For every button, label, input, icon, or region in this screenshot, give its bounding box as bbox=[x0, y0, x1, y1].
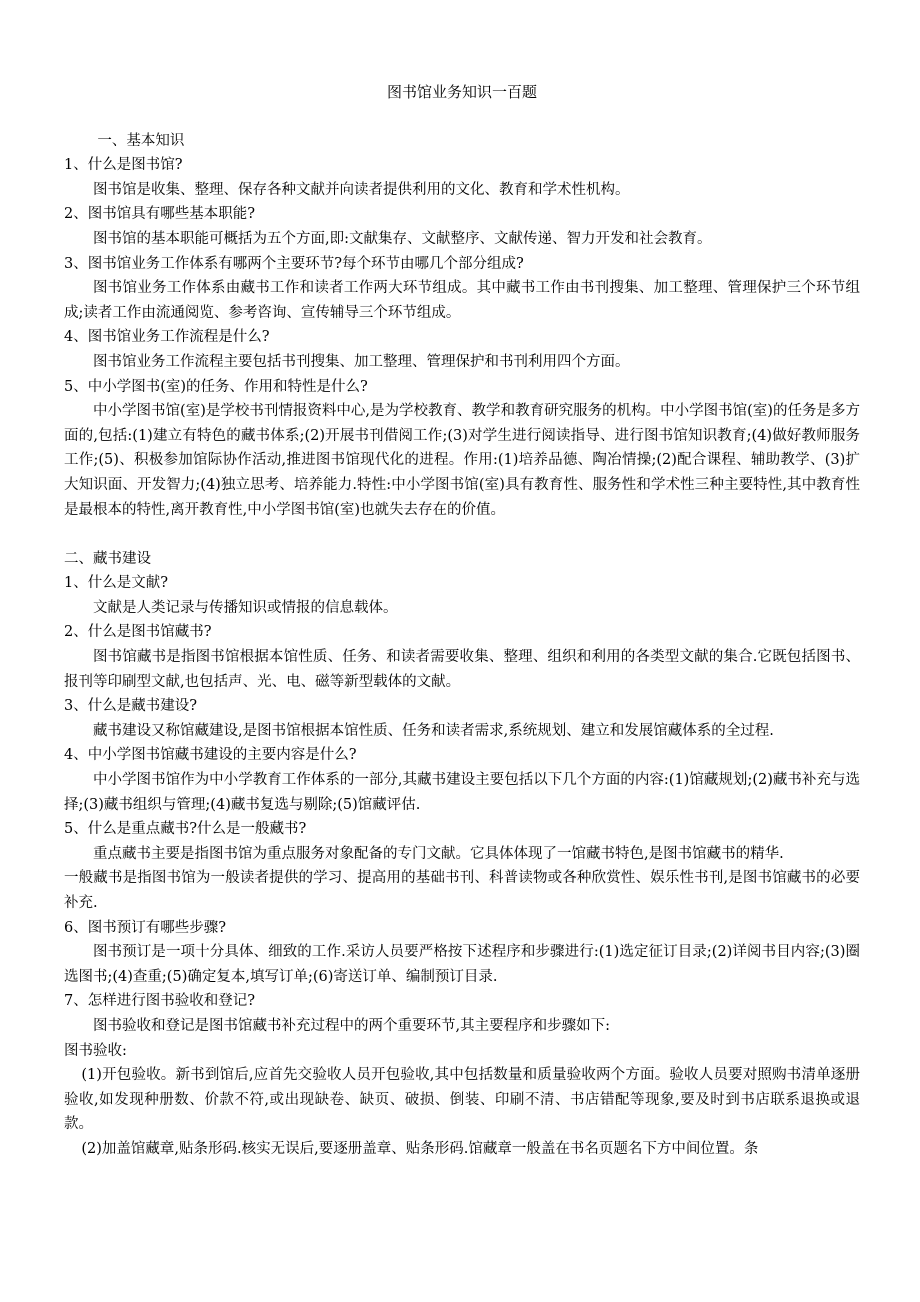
section-gap bbox=[64, 522, 860, 547]
s2-answer-7-item-1: (1)开包验收。新书到馆后,应首先交验收人员开包验收,其中包括数量和质量验收两个方面。验收人员要对照购书清单逐册验收,如发现种册数、价款不符,或出现缺卷、缺页、破损、倒装、印刷不清、书店错配等现象,要及时到书店联系退换或退款。 bbox=[64, 1067, 860, 1133]
answer-4: 图书馆业务工作流程主要包括书刊搜集、加工整理、管理保护和书刊利用四个方面。 bbox=[93, 353, 630, 370]
s2-answer-6: 图书预订是一项十分具体、细致的工作.采访人员要严格按下述程序和步骤进行:(1)选定征订目录;(2)详阅书目内容;(3)圈选图书;(4)查重;(5)确定复本,填写订单;(6)寄送订单、编制预订目录. bbox=[64, 944, 860, 985]
answer-5: 中小学图书馆(室)是学校书刊情报资料中心,是为学校教育、教学和教育研究服务的机构。中小学图书馆(室)的任务是多方面的,包括:(1)建立有特色的藏书体系;(2)开展书刊借阅工作;(3)对学生进行阅读指导、进行图书馆知识教育;(4)做好教师服务工作;(5)、积极参加馆际协作活动,推进图书馆现代化的进程。作用:(1)培养品德、陶冶情操;(2)配合课程、辅助教学、(3)扩大知识面、开发智力;(4)独立思考、培养能力.特性:中小学图书馆(室)具有教育性、服务性和学术性三种主要特性,其中教育性是最根本的特性,离开教育性,中小学图书馆(室)也就失去存在的价值。 bbox=[64, 403, 860, 518]
section-heading-collection: 二、藏书建设 bbox=[64, 550, 151, 567]
s2-answer-7-heading: 图书验收: bbox=[64, 1042, 127, 1059]
s2-question-1: 1、什么是文献? bbox=[64, 575, 168, 592]
answer-3: 图书馆业务工作体系由藏书工作和读者工作两大环节组成。其中藏书工作由书刊搜集、加工整理、管理保护三个环节组成;读者工作由流通阅览、参考咨询、宣传辅导三个环节组成。 bbox=[64, 280, 860, 321]
s2-answer-7-item-2: (2)加盖馆藏章,贴条形码.核实无误后,要逐册盖章、贴条形码.馆藏章一般盖在书名页题名下方中间位置。条 bbox=[81, 1140, 759, 1157]
question-5: 5、中小学图书(室)的任务、作用和特性是什么? bbox=[64, 378, 368, 395]
answer-2: 图书馆的基本职能可概括为五个方面,即:文献集存、文献整序、文献传递、智力开发和社会教育。 bbox=[93, 230, 712, 247]
s2-answer-2: 图书馆藏书是指图书馆根据本馆性质、任务、和读者需要收集、整理、组织和利用的各类型文献的集合.它既包括图书、报刊等印刷型文献,也包括声、光、电、磁等新型载体的文献。 bbox=[64, 649, 860, 690]
s2-question-5: 5、什么是重点藏书?什么是一般藏书? bbox=[64, 821, 307, 838]
section-heading-basic: 一、基本知识 bbox=[97, 132, 185, 149]
s2-question-2: 2、什么是图书馆藏书? bbox=[64, 624, 212, 641]
s2-question-6: 6、图书预订有哪些步骤? bbox=[64, 919, 226, 936]
question-2: 2、图书馆具有哪些基本职能? bbox=[64, 206, 255, 223]
s2-answer-5a: 重点藏书主要是指图书馆为重点服务对象配备的专门文献。它具体体现了一馆藏书特色,是图书馆藏书的精华. bbox=[93, 845, 784, 862]
s2-answer-3: 藏书建设又称馆藏建设,是图书馆根据本馆性质、任务和读者需求,系统规划、建立和发展馆藏体系的全过程. bbox=[93, 722, 774, 739]
question-1: 1、什么是图书馆? bbox=[64, 157, 183, 174]
s2-answer-7: 图书验收和登记是图书馆藏书补充过程中的两个重要环节,其主要程序和步骤如下: bbox=[93, 1017, 610, 1034]
s2-question-3: 3、什么是藏书建设? bbox=[64, 698, 197, 715]
s2-answer-1: 文献是人类记录与传播知识或情报的信息载体。 bbox=[93, 599, 398, 616]
question-3: 3、图书馆业务工作体系有哪两个主要环节?每个环节由哪几个部分组成? bbox=[64, 255, 524, 272]
answer-1: 图书馆是收集、整理、保存各种文献并向读者提供利用的文化、教育和学术性机构。 bbox=[93, 181, 630, 198]
s2-question-4: 4、中小学图书馆藏书建设的主要内容是什么? bbox=[64, 747, 357, 764]
question-4: 4、图书馆业务工作流程是什么? bbox=[64, 329, 270, 346]
s2-answer-4: 中小学图书馆作为中小学教育工作体系的一部分,其藏书建设主要包括以下几个方面的内容:(1)馆藏规划;(2)藏书补充与选择;(3)藏书组织与管理;(4)藏书复选与剔除;(5)馆藏评估. bbox=[64, 772, 860, 813]
s2-answer-5b: 一般藏书是指图书馆为一般读者提供的学习、提高用的基础书刊、科普读物或各种欣赏性、娱乐性书刊,是图书馆藏书的必要补充. bbox=[64, 870, 860, 911]
document-title: 图书馆业务知识一百题 bbox=[386, 83, 537, 101]
s2-question-7: 7、怎样进行图书验收和登记? bbox=[64, 993, 255, 1010]
